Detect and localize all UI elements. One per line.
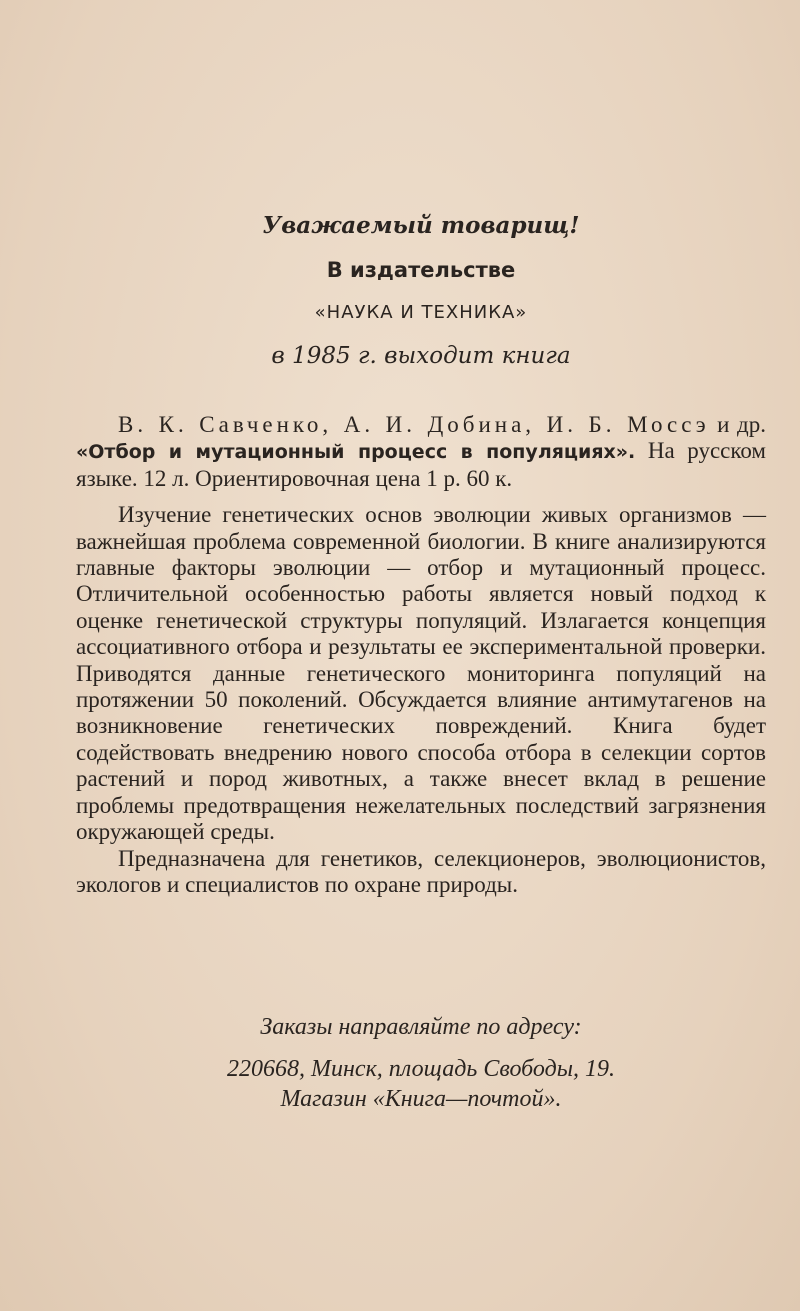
book-info (76, 412, 766, 492)
orders-block (76, 1012, 766, 1114)
body-text (76, 412, 766, 898)
description-paragraph-2: Предназначена для генетиков, селекционеров, эволюционистов, экологов и специалистов по охране природы. (76, 845, 766, 897)
publisher-line: В издательстве (326, 258, 516, 282)
description-paragraph-1: Изучение генетических основ эволюции живых организмов — важнейшая проблема современной биологии. В книге анализируются главные факторы эволюции — отбор и мутационный процесс. Отличительной особенностью работы является новый подход к оценке генетической структуры популяций. Излагается концепция ассоциативного отбора и результаты ее экспериментальной проверки. Приводятся данные генетического мониторинга популяций на протяжении 50 поколений. Обсуждается влияние антимутагенов на возникновение генетических повреждений. Книга будет содействовать внедрению нового способа отбора в селекции сортов растений и пород животных, а также внесет вклад в решение проблемы предотвращения нежелательных последствий загрязнения окружающей среды. (76, 502, 766, 845)
greeting: Уважаемый товарищ! (262, 212, 580, 239)
book-authors: В. К. Савченко, А. И. Добина, И. Б. Моссэ (118, 412, 710, 437)
book-details: На русском языке. 12 л. Ориентировочная цена 1 р. 60 к. (76, 438, 766, 491)
announcement: в 1985 г. выходит книга (271, 343, 571, 369)
orders-address: 220668, Минск, площадь Свободы, 19. (227, 1056, 615, 1082)
book-title: «Отбор и мутационный процесс в популяциях». (76, 441, 636, 464)
publisher-name: «НАУКА И ТЕХНИКА» (314, 302, 528, 323)
orders-shop: Магазин «Книга—почтой». (280, 1086, 562, 1112)
orders-heading: Заказы направляйте по адресу: (260, 1014, 582, 1040)
book-authors-suffix: и др. (709, 412, 766, 437)
